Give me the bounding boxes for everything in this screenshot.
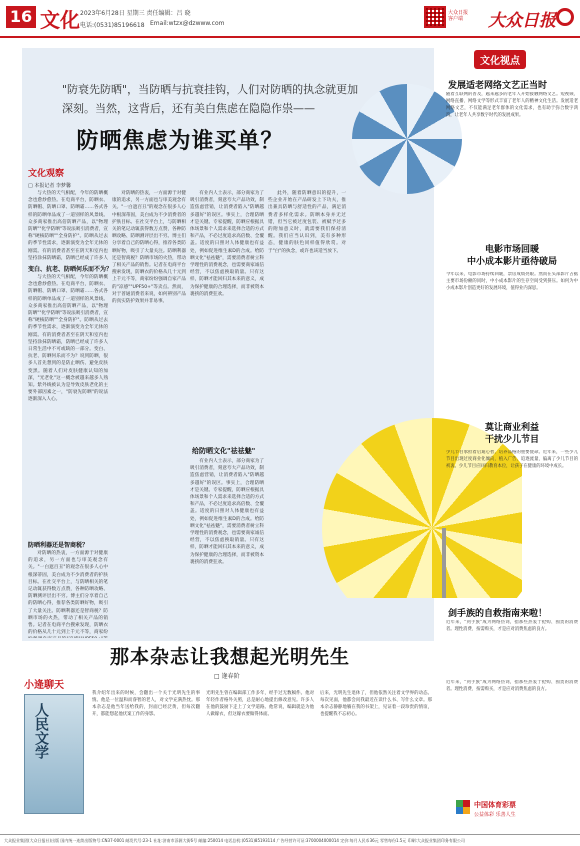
bottom-column-logo: 小逄聊天 <box>24 680 64 691</box>
bottom-column-3: 后来，光明先生退休了，但他依然关注着文学界的动态。每次见面，他都会问我最近在读什么书、写什么文章。那本杂志静静地躺在我的书架上，见证着一段珍贵的情谊，也提醒我不忘初心。 <box>320 691 432 717</box>
article-column-2: 对防晒的热衷，一方面源于对健康的追求，另一方面也与审美观念有关。"一白遮百丑"的观念在很多人心中根深蒂固，美白成为不少消费者的护肤目标。在社交平台上，与防晒相关的笔记动辄获得数万点赞，各种防晒攻略、防晒测评层出不穷。博主们分享着自己的防晒心得，推荐各类防晒好物，吸引了大量关注。防晒利器还是智商税？防晒市场的火热，带动了相关产品的销售。记者在电商平台搜索发现，防晒衣的价格从几十元到上千元不等，商家纷纷强调自家产品的"凉感""UPF50+"等卖点。然而，对于普通消费者来说，如何辨别产品的真实防护效果并非易事。 <box>112 191 186 305</box>
right-text-1: 随着互联网的普及，越来越多的老年人开始接触网络文艺。短视频、网络直播、网络文学等形式丰富了老年人的精神文化生活。发展适老网络文艺，不仅能满足老年群体的文化需求，也有助于弥合数字鸿沟，让老年人共享数字时代的发展成果。 <box>446 92 578 118</box>
footer-info: 大众报业集团(大众日报社)出版 国内统一连续出版物号:CN37-0001 邮发代号:23-1 社址:济南市泺源大街6号 邮编:250014 电话总机:(0531)85193114 广告经营许可证:3700004000014 定价:每月人民币36元 零售每份1.5元 印刷:大众报业集团印务有限公司 <box>0 834 580 846</box>
bottom-column-1: 我介绍年出来的时候，会翻出一个关于光明先生的事情。他是一位温和而睿智的老人，对文学充满热忱。那本杂志是他当年送给我的，封面已经泛黄，但每次翻开，都能想起他伏案工作的身影。 <box>92 691 200 717</box>
phone-line: 电话:(0531)85196618 <box>80 22 145 29</box>
article-column-4: 此外，随着防晒意识的提升，一些企业开始在产品研发上下功夫，推出兼具防晒与舒适性的产品，满足消费者多样化需求。防晒本身并无过错，但当它被过度包装、被赋予过多的附加意义时，就需要我们保持清醒。我们应当认识到，美有多种形态，健康的肤色同样值得欣赏。对于"白"的执念，或许也该适当放下。 <box>268 191 346 254</box>
feature-deck: "防衰先防晒"，当防晒与抗衰挂钩，人们对防晒的执念就更加深刻。当然，这背后，还有美白焦虑在隐隐作祟—— <box>62 83 359 115</box>
right-text-4: 近年来，"剑手族"成为网络热词，指那些热衷于抢购、囤货的消费者。理性消费、按需购买，才是应对消费焦虑的良方。 <box>446 620 578 632</box>
bottom-column-2: 光明先生曾在编辑部工作多年，经手过无数稿件。他对年轻作者格外关照，总是耐心地提出修改意见。许多人在他的鼓励下走上了文学道路。他常说，编辑就是为他人做嫁衣，但这嫁衣要做得体面。 <box>206 691 314 717</box>
right-head-4[interactable]: 剑手族的自救指南来啦！ <box>448 609 548 619</box>
sports-lottery-icon <box>456 800 470 814</box>
sports-lottery-title[interactable]: 中国体育彩票 <box>474 801 516 809</box>
bottom-headline[interactable]: 那本杂志让我想起光明先生 <box>109 646 350 668</box>
brand-circle-icon <box>556 8 574 26</box>
date-line: 2023年6月28日 星期三 责任编辑：吕 晓 <box>80 10 191 17</box>
bottom-byline: □ 逄春阶 <box>214 673 240 680</box>
paper-logo: 大众日报 <box>488 11 556 31</box>
qr-label: 大众日报客户端 <box>448 10 469 22</box>
sub-head-2: 防晒利器还是智商税？ <box>28 542 89 549</box>
sub-head-1: 变白、抗老、防晒何乐而不为？ <box>28 266 113 273</box>
column-logo: 文化观察 <box>28 169 65 179</box>
article-column-3b: 有业内人士表示，部分商家为了吸引消费者，刻意夸大产品功效，制造焦虑营销，让消费者陷入"防晒越多越好"的误区。事实上，合理防晒才是关键。专家提醒，防晒应根据具体场景和个人需求来选择合适的方式和产品，不必过度追求高倍数、全覆盖。适度的日照对人体健康也有益处，例如促进维生素D的合成。给防晒文化"祛祛魅"，需要消费者树立科学理性的消费观念，也需要商家诚信经营，不以焦虑换取销量。只有这样，防晒才能回归其本来的意义，成为保护健康的合理选择，而非被资本裹挟的消费狂欢。 <box>190 459 264 565</box>
page-number: 16 <box>6 6 36 28</box>
article-column-1c: 对防晒的热衷，一方面源于对健康的追求，另一方面也与审美观念有关。"一白遮百丑"的观念在很多人心中根深蒂固，美白成为不少消费者的护肤目标。在社交平台上，与防晒相关的笔记动辄获得数万点赞，各种防晒攻略、防晒测评层出不穷。博主们分享着自己的防晒心得，推荐各类防晒好物，吸引了大量关注。防晒利器还是智商税？防晒市场的火热，带动了相关产品的销售。记者在电商平台搜索发现，防晒衣的价格从几十元到上千元不等，商家纷 <box>28 551 108 636</box>
magazine-title: 人民文学 <box>33 703 49 759</box>
right-text-3: 少儿节目承担着启迪心智、培养品格的重要使命。近年来，一些少儿节目出现过度商业化倾向，植入广告、追逐流量，偏离了少儿节目的初衷。少儿节目应回归教育本位，让孩子在健康的环境中成长。 <box>446 450 578 469</box>
qr-code-icon[interactable] <box>424 6 446 28</box>
section-name: 文化 <box>40 8 80 32</box>
feature-headline[interactable]: 防晒焦虑为谁买单？ <box>76 129 284 154</box>
article-column-1b: 与大热的天气相配，今年的防晒概念也愈炒愈热。在电商平台，防晒衣、防晒帽、防晒口罩、防晒霜……各式各样的防晒单品成了一道别样的风景线。众多商家推出高倍防晒产品，以"物理防晒""化学防晒"等说法吸引消费者，宣称"硬核防晒""全身防护"。防晒从过去的季节性需求，逐渐演变为全年无休的刚需。有的消费者甚至在阴天和室内也坚持涂抹防晒霜，防晒已经成了许多人日常生活中不可或缺的一部分。变白、抗老、防晒何乐而不为？说到防晒，很多人首先想到的是防止晒伤、避免皮肤变黑。随着人们对皮肤健康认知的加深，"光老化"这一概念被越来越多人熟知。紫外线被认为是导致皮肤老化的主要外部因素之一，"防衰先防晒"的说法逐渐深入人心。 <box>28 275 108 403</box>
right-text-2: 今年以来，电影市场持续回暖，票房成绩亮眼。然而在头部影片占据主要市场份额的同时，中小成本影片的生存空间受到挤压。如何为中小成本影片创造更好的发展环境，值得业内深思。 <box>446 272 578 291</box>
column-tag: 文化视点 <box>474 50 526 69</box>
right-head-3[interactable]: 莫让商业利益 干扰少儿节目 <box>484 423 539 445</box>
feature-byline: □ 本报记者 李梦馨 <box>28 183 71 189</box>
right-head-1[interactable]: 发展适老网络文艺正当时 <box>448 81 548 91</box>
article-column-1a: 与大热的天气相配，今年的防晒概念也愈炒愈热。在电商平台，防晒衣、防晒帽、防晒口罩、防晒霜……各式各样的防晒单品成了一道别样的风景线。众多商家推出高倍防晒产品，以"物理防晒""化学防晒"等说法吸引消费者，宣称"硬核防晒""全身防护"。防晒从过去的季节性需求，逐渐演变为全年无休的刚需。有的消费者甚至在阴天和室内也坚持涂抹防晒霜，防晒已经成了许多人 <box>28 191 108 261</box>
article-column-3a: 有业内人士表示，部分商家为了吸引消费者，刻意夸大产品功效，制造焦虑营销，让消费者陷入"防晒越多越好"的误区。事实上，合理防晒才是关键。专家提醒，防晒应根据具体场景和个人需求来选择合适的方式和产品，不必过度追求高倍数、全覆盖。适度的日照对人体健康也有益处，例如促进维生素D的合成。给防晒文化"祛祛魅"，需要消费者树立科学理性的消费观念，也需要商家诚信经营，不以焦虑换取销量。只有这样，防晒才能回归其本来的意义，成为保护健康的合理选择，而非被资本裹挟的消费狂欢。 <box>190 191 264 297</box>
culture-viewpoint-logo <box>444 48 580 72</box>
email-line: Email:wtzx@dzwww.com <box>150 20 225 27</box>
right-sidebar <box>444 48 580 676</box>
right-text-4b: 近年来，"剑手族"成为网络热词，指那些热衷于抢购、囤货的消费者。理性消费、按需购买，才是应对消费焦虑的良方。 <box>446 680 578 692</box>
sports-lottery-subtitle: 公益体彩 乐善人生 <box>474 812 516 818</box>
right-head-2[interactable]: 电影市场回暖 中小成本影片亟待破局 <box>466 245 557 267</box>
magazine-cover <box>24 694 84 814</box>
quote-head: 给防晒文化"祛祛魅" <box>192 447 256 455</box>
masthead <box>0 0 580 38</box>
